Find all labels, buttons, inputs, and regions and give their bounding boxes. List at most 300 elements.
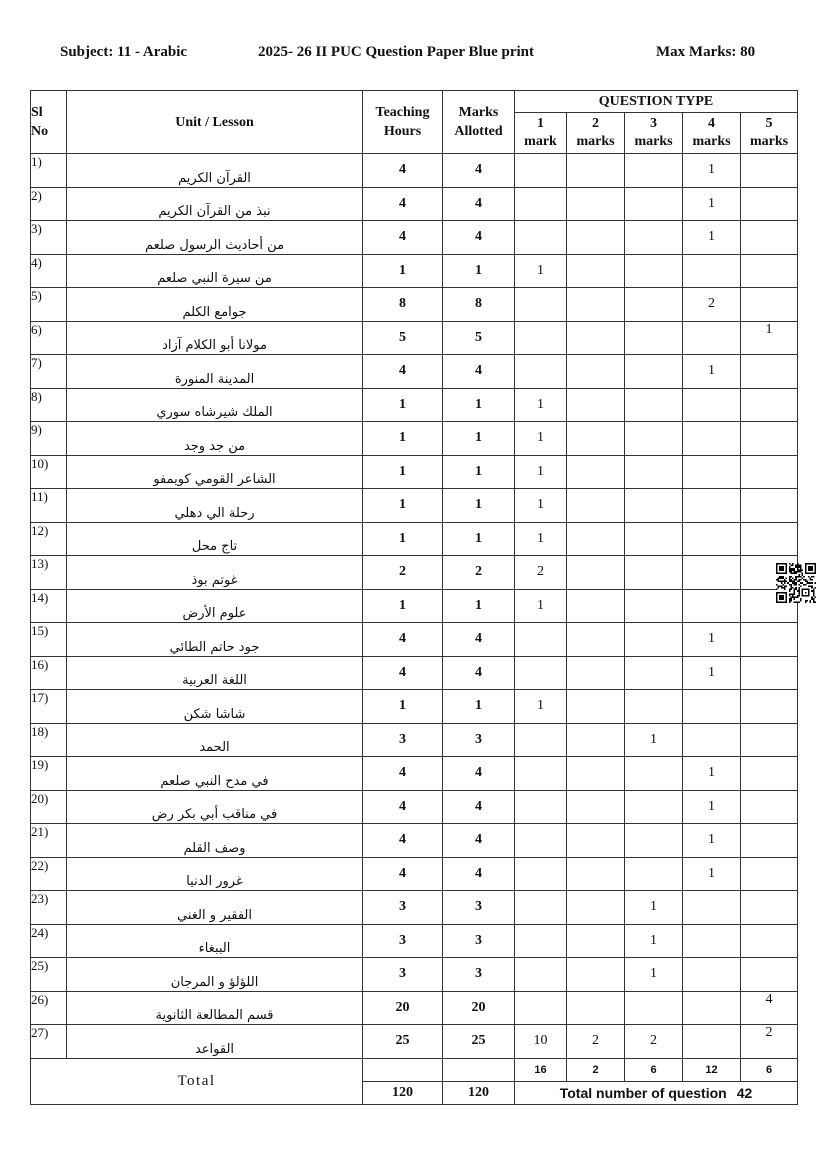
total-teaching-hours: 120	[363, 1081, 443, 1104]
marks-allotted: 3	[443, 924, 515, 958]
table-row	[31, 556, 798, 590]
sl-number: 8)	[31, 388, 67, 422]
table-row	[31, 589, 798, 623]
question-count-1-mark	[515, 958, 567, 992]
question-count-4-marks: 1	[683, 656, 741, 690]
question-count-2-marks	[567, 254, 625, 288]
type-unit: marks	[576, 134, 615, 149]
question-count-3-marks	[625, 690, 683, 724]
question-count-1-mark	[515, 891, 567, 925]
blueprint-table	[30, 90, 798, 1105]
question-count-1-mark: 1	[515, 589, 567, 623]
question-count-1-mark	[515, 723, 567, 757]
question-count-5-marks: 4	[741, 991, 798, 1025]
teaching-hours: 1	[363, 522, 443, 556]
question-count-2-marks	[567, 422, 625, 456]
question-count-2-marks	[567, 991, 625, 1025]
question-count-2-marks	[567, 187, 625, 221]
marks-allotted: 3	[443, 958, 515, 992]
sl-number: 23)	[31, 891, 67, 925]
lesson-name: قسم المطالعة الثانوية	[67, 991, 363, 1025]
question-count-3-marks	[625, 589, 683, 623]
teaching-hours: 2	[363, 556, 443, 590]
teaching-hours: 1	[363, 690, 443, 724]
lesson-name: وصف القلم	[67, 824, 363, 858]
question-count-2-marks	[567, 690, 625, 724]
table-row	[31, 422, 798, 456]
teaching-hours: 3	[363, 924, 443, 958]
question-count-1-mark	[515, 824, 567, 858]
question-count-1-mark: 1	[515, 489, 567, 523]
marks-allotted: 3	[443, 891, 515, 925]
lesson-name: الشاعر القومي كويمفو	[67, 455, 363, 489]
qr-code	[776, 563, 816, 603]
marks-allotted: 3	[443, 723, 515, 757]
question-count-5-marks: 1	[741, 321, 798, 355]
sl-number: 15)	[31, 623, 67, 657]
teaching-hours: 1	[363, 489, 443, 523]
question-count-5-marks	[741, 690, 798, 724]
question-count-4-marks: 1	[683, 824, 741, 858]
question-count-5-marks	[741, 757, 798, 791]
teaching-hours: 4	[363, 757, 443, 791]
question-count-3-marks	[625, 154, 683, 188]
lesson-name: علوم الأرض	[67, 589, 363, 623]
marks-allotted: 20	[443, 991, 515, 1025]
question-count-3-marks	[625, 355, 683, 389]
question-count-1-mark	[515, 656, 567, 690]
teaching-hours-heading	[363, 91, 443, 154]
type-value: 3	[650, 116, 657, 131]
question-count-5-marks	[741, 824, 798, 858]
question-count-4-marks: 1	[683, 154, 741, 188]
question-count-2-marks	[567, 556, 625, 590]
question-count-3-marks	[625, 388, 683, 422]
question-count-3-marks	[625, 422, 683, 456]
table-row	[31, 723, 798, 757]
teaching-hours: 3	[363, 891, 443, 925]
marks-allotted: 4	[443, 656, 515, 690]
sl-number: 17)	[31, 690, 67, 724]
teaching-hours: 4	[363, 623, 443, 657]
question-count-1-mark	[515, 790, 567, 824]
total-marks-allotted: 120	[443, 1081, 515, 1104]
question-count-4-marks: 1	[683, 757, 741, 791]
question-count-4-marks	[683, 924, 741, 958]
question-count-3-marks	[625, 321, 683, 355]
teaching-hours: 4	[363, 790, 443, 824]
marks-allotted: 4	[443, 790, 515, 824]
question-count-4-marks	[683, 891, 741, 925]
marks-allotted: 4	[443, 623, 515, 657]
sl-number: 16)	[31, 656, 67, 690]
sl-number: 1)	[31, 154, 67, 188]
question-count-4-marks: 1	[683, 623, 741, 657]
lesson-name: مولانا أبو الكلام آزاد	[67, 321, 363, 355]
teaching-hours: 4	[363, 355, 443, 389]
sl-number: 24)	[31, 924, 67, 958]
teaching-hours: 1	[363, 254, 443, 288]
lesson-name: رحلة الي دهلي	[67, 489, 363, 523]
sl-number: 12)	[31, 522, 67, 556]
lesson-name: في مدح النبي صلعم	[67, 757, 363, 791]
type-value: 4	[708, 116, 715, 131]
question-count-1-mark	[515, 623, 567, 657]
blank-cell	[363, 1058, 443, 1081]
sl-number: 14)	[31, 589, 67, 623]
question-count-2-marks	[567, 221, 625, 255]
question-type-heading: QUESTION TYPE	[515, 91, 798, 113]
marks-allotted: 4	[443, 221, 515, 255]
type-value: 2	[592, 116, 599, 131]
question-count-1-mark	[515, 221, 567, 255]
sl-no-heading-line: No	[31, 124, 49, 139]
table-header	[31, 91, 798, 154]
type-unit: marks	[692, 134, 731, 149]
type-value: 1	[537, 116, 544, 131]
question-count-4-marks	[683, 1025, 741, 1059]
question-count-5-marks	[741, 422, 798, 456]
question-count-3-marks: 1	[625, 924, 683, 958]
question-count-5-marks	[741, 455, 798, 489]
question-count-4-marks: 1	[683, 790, 741, 824]
question-count-5-marks	[741, 489, 798, 523]
question-count-1-mark: 1	[515, 422, 567, 456]
question-count-1-mark: 1	[515, 254, 567, 288]
marks-allotted: 1	[443, 254, 515, 288]
total-questions-label: Total number of question	[559, 1084, 727, 1101]
table-row	[31, 824, 798, 858]
marks-allotted: 1	[443, 690, 515, 724]
question-count-3-marks: 1	[625, 891, 683, 925]
question-count-2-marks	[567, 824, 625, 858]
marks-allotted: 25	[443, 1025, 515, 1059]
question-count-5-marks	[741, 154, 798, 188]
lesson-name: غرور الدنيا	[67, 857, 363, 891]
sl-no-heading-line: Sl	[31, 105, 43, 120]
question-count-4-marks	[683, 589, 741, 623]
total-questions-count: 42	[736, 1084, 753, 1101]
question-count-5-marks	[741, 656, 798, 690]
totals-row-question-counts	[31, 1058, 798, 1081]
teaching-hours: 8	[363, 288, 443, 322]
lesson-name: غوتم بوذ	[67, 556, 363, 590]
type-heading-5-marks	[741, 113, 798, 154]
question-count-4-marks: 2	[683, 288, 741, 322]
question-count-5-marks	[741, 623, 798, 657]
marks-allotted: 1	[443, 455, 515, 489]
marks-allotted: 1	[443, 489, 515, 523]
question-count-5-marks	[741, 891, 798, 925]
table-row	[31, 690, 798, 724]
marks-allotted-heading-line: Marks	[458, 105, 499, 120]
unit-lesson-heading: Unit / Lesson	[67, 91, 363, 154]
question-count-5-marks	[741, 723, 798, 757]
type-unit: marks	[749, 134, 789, 149]
teaching-hours: 4	[363, 857, 443, 891]
total-count-5-marks: 6	[741, 1058, 798, 1081]
lesson-name: من سيرة النبي صلعم	[67, 254, 363, 288]
question-count-4-marks	[683, 556, 741, 590]
teaching-hours: 5	[363, 321, 443, 355]
marks-allotted: 1	[443, 589, 515, 623]
question-count-3-marks	[625, 757, 683, 791]
teaching-hours: 4	[363, 154, 443, 188]
marks-allotted: 4	[443, 857, 515, 891]
teaching-hours: 20	[363, 991, 443, 1025]
question-count-5-marks	[741, 924, 798, 958]
lesson-name: في مناقب أبي بكر رض	[67, 790, 363, 824]
marks-allotted: 4	[443, 154, 515, 188]
question-count-4-marks	[683, 991, 741, 1025]
question-count-5-marks	[741, 221, 798, 255]
marks-allotted: 1	[443, 422, 515, 456]
total-questions	[515, 1081, 798, 1104]
question-count-3-marks	[625, 991, 683, 1025]
table-row	[31, 388, 798, 422]
teaching-hours: 1	[363, 455, 443, 489]
sl-number: 5)	[31, 288, 67, 322]
lesson-name: شاشا شكن	[67, 690, 363, 724]
paper-title: 2025- 26 II PUC Question Paper Blue print	[258, 44, 534, 60]
blank-cell	[443, 1058, 515, 1081]
teaching-hours: 4	[363, 656, 443, 690]
type-heading-2-marks	[567, 113, 625, 154]
lesson-name: اللؤلؤ و المرجان	[67, 958, 363, 992]
question-count-2-marks	[567, 355, 625, 389]
question-count-2-marks	[567, 489, 625, 523]
question-count-3-marks	[625, 790, 683, 824]
sl-number: 6)	[31, 321, 67, 355]
question-count-5-marks	[741, 187, 798, 221]
sl-number: 26)	[31, 991, 67, 1025]
total-count-4-marks: 12	[683, 1058, 741, 1081]
table-row	[31, 455, 798, 489]
question-count-2-marks	[567, 757, 625, 791]
question-count-4-marks	[683, 489, 741, 523]
question-count-1-mark	[515, 991, 567, 1025]
total-label: Total	[31, 1058, 363, 1104]
question-count-1-mark: 1	[515, 455, 567, 489]
teaching-hours: 25	[363, 1025, 443, 1059]
question-count-5-marks	[741, 355, 798, 389]
question-count-2-marks	[567, 321, 625, 355]
question-count-3-marks	[625, 857, 683, 891]
question-count-2-marks	[567, 891, 625, 925]
question-count-4-marks	[683, 254, 741, 288]
question-count-4-marks: 1	[683, 857, 741, 891]
sl-number: 20)	[31, 790, 67, 824]
lesson-name: جود حاتم الطائي	[67, 623, 363, 657]
question-count-5-marks	[741, 388, 798, 422]
question-count-4-marks: 1	[683, 355, 741, 389]
total-count-2-marks: 2	[567, 1058, 625, 1081]
question-count-5-marks	[741, 790, 798, 824]
lesson-name: القواعد	[67, 1025, 363, 1059]
marks-allotted: 1	[443, 388, 515, 422]
marks-allotted: 2	[443, 556, 515, 590]
table-row	[31, 757, 798, 791]
teaching-hours: 4	[363, 824, 443, 858]
teaching-hours: 4	[363, 187, 443, 221]
question-count-2-marks: 2	[567, 1025, 625, 1059]
question-count-2-marks	[567, 623, 625, 657]
table-row	[31, 857, 798, 891]
question-count-2-marks	[567, 455, 625, 489]
question-count-2-marks	[567, 723, 625, 757]
question-count-3-marks	[625, 288, 683, 322]
sl-no-heading	[31, 91, 67, 154]
table-row	[31, 656, 798, 690]
question-count-1-mark	[515, 154, 567, 188]
question-count-4-marks	[683, 321, 741, 355]
total-count-3-marks: 6	[625, 1058, 683, 1081]
table-row	[31, 1025, 798, 1059]
sl-number: 3)	[31, 221, 67, 255]
question-count-1-mark	[515, 187, 567, 221]
lesson-name: تاج محل	[67, 522, 363, 556]
question-count-5-marks: 2	[741, 1025, 798, 1059]
lesson-name: الملك شيرشاه سوري	[67, 388, 363, 422]
table-row	[31, 187, 798, 221]
question-count-2-marks	[567, 958, 625, 992]
question-count-1-mark	[515, 288, 567, 322]
question-count-5-marks	[741, 857, 798, 891]
question-count-4-marks	[683, 690, 741, 724]
question-count-2-marks	[567, 924, 625, 958]
sl-number: 13)	[31, 556, 67, 590]
question-count-2-marks	[567, 388, 625, 422]
lesson-name: الحمد	[67, 723, 363, 757]
table-row	[31, 958, 798, 992]
question-count-3-marks	[625, 455, 683, 489]
marks-allotted: 8	[443, 288, 515, 322]
question-count-1-mark	[515, 924, 567, 958]
question-count-3-marks	[625, 556, 683, 590]
question-count-3-marks	[625, 824, 683, 858]
type-heading-3-marks	[625, 113, 683, 154]
teaching-hours: 1	[363, 422, 443, 456]
question-count-4-marks	[683, 522, 741, 556]
question-count-4-marks	[683, 388, 741, 422]
table-row	[31, 924, 798, 958]
sl-number: 4)	[31, 254, 67, 288]
totals-section	[31, 1058, 798, 1104]
table-row	[31, 522, 798, 556]
sl-number: 2)	[31, 187, 67, 221]
marks-allotted: 5	[443, 321, 515, 355]
sl-number: 21)	[31, 824, 67, 858]
marks-allotted-heading-line: Allotted	[454, 124, 503, 139]
table-row	[31, 891, 798, 925]
question-count-1-mark: 1	[515, 388, 567, 422]
teaching-hours: 1	[363, 589, 443, 623]
question-count-1-mark: 1	[515, 522, 567, 556]
question-count-4-marks	[683, 455, 741, 489]
table-row	[31, 790, 798, 824]
lesson-table-body	[31, 154, 798, 1059]
teaching-hours: 3	[363, 958, 443, 992]
lesson-name: اللغة العربية	[67, 656, 363, 690]
teaching-hours: 4	[363, 221, 443, 255]
question-count-1-mark	[515, 857, 567, 891]
question-count-3-marks	[625, 623, 683, 657]
sl-number: 22)	[31, 857, 67, 891]
question-count-5-marks	[741, 522, 798, 556]
table-row	[31, 154, 798, 188]
marks-allotted: 4	[443, 757, 515, 791]
table-row	[31, 489, 798, 523]
type-unit: mark	[524, 134, 557, 149]
marks-allotted: 4	[443, 355, 515, 389]
question-count-3-marks	[625, 656, 683, 690]
question-count-3-marks	[625, 221, 683, 255]
lesson-name: نبذ من القرآن الكريم	[67, 187, 363, 221]
question-count-1-mark: 2	[515, 556, 567, 590]
question-count-1-mark	[515, 355, 567, 389]
marks-allotted: 1	[443, 522, 515, 556]
marks-allotted: 4	[443, 824, 515, 858]
table-row	[31, 623, 798, 657]
question-count-1-mark: 1	[515, 690, 567, 724]
question-count-3-marks	[625, 522, 683, 556]
sl-number: 11)	[31, 489, 67, 523]
question-count-3-marks	[625, 187, 683, 221]
sl-number: 27)	[31, 1025, 67, 1059]
sl-number: 7)	[31, 355, 67, 389]
question-count-4-marks: 1	[683, 187, 741, 221]
question-count-4-marks	[683, 723, 741, 757]
max-marks: Max Marks: 80	[656, 44, 756, 60]
question-count-1-mark	[515, 321, 567, 355]
type-unit: marks	[634, 134, 673, 149]
question-count-4-marks: 1	[683, 221, 741, 255]
teaching-hours-heading-line: Teaching	[375, 105, 430, 120]
lesson-name: من أحاديث الرسول صلعم	[67, 221, 363, 255]
question-count-3-marks: 1	[625, 723, 683, 757]
question-count-3-marks: 1	[625, 958, 683, 992]
subject-label: Subject: 11 - Arabic	[60, 44, 188, 60]
question-count-3-marks	[625, 489, 683, 523]
marks-allotted: 4	[443, 187, 515, 221]
question-count-3-marks: 2	[625, 1025, 683, 1059]
header-row	[31, 91, 798, 113]
table-row	[31, 991, 798, 1025]
question-count-2-marks	[567, 656, 625, 690]
question-count-4-marks	[683, 958, 741, 992]
teaching-hours: 3	[363, 723, 443, 757]
question-count-2-marks	[567, 589, 625, 623]
table-row	[31, 321, 798, 355]
question-count-4-marks	[683, 422, 741, 456]
type-heading-4-marks	[683, 113, 741, 154]
table-row	[31, 254, 798, 288]
teaching-hours-heading-line: Hours	[383, 124, 422, 139]
question-count-2-marks	[567, 790, 625, 824]
lesson-name: الفقير و الغني	[67, 891, 363, 925]
lesson-name: الببغاء	[67, 924, 363, 958]
sl-number: 10)	[31, 455, 67, 489]
question-count-3-marks	[625, 254, 683, 288]
sl-number: 25)	[31, 958, 67, 992]
sl-number: 19)	[31, 757, 67, 791]
table-row	[31, 221, 798, 255]
question-count-2-marks	[567, 154, 625, 188]
question-count-5-marks	[741, 958, 798, 992]
question-count-5-marks	[741, 288, 798, 322]
question-count-1-mark: 10	[515, 1025, 567, 1059]
lesson-name: القرآن الكريم	[67, 154, 363, 188]
